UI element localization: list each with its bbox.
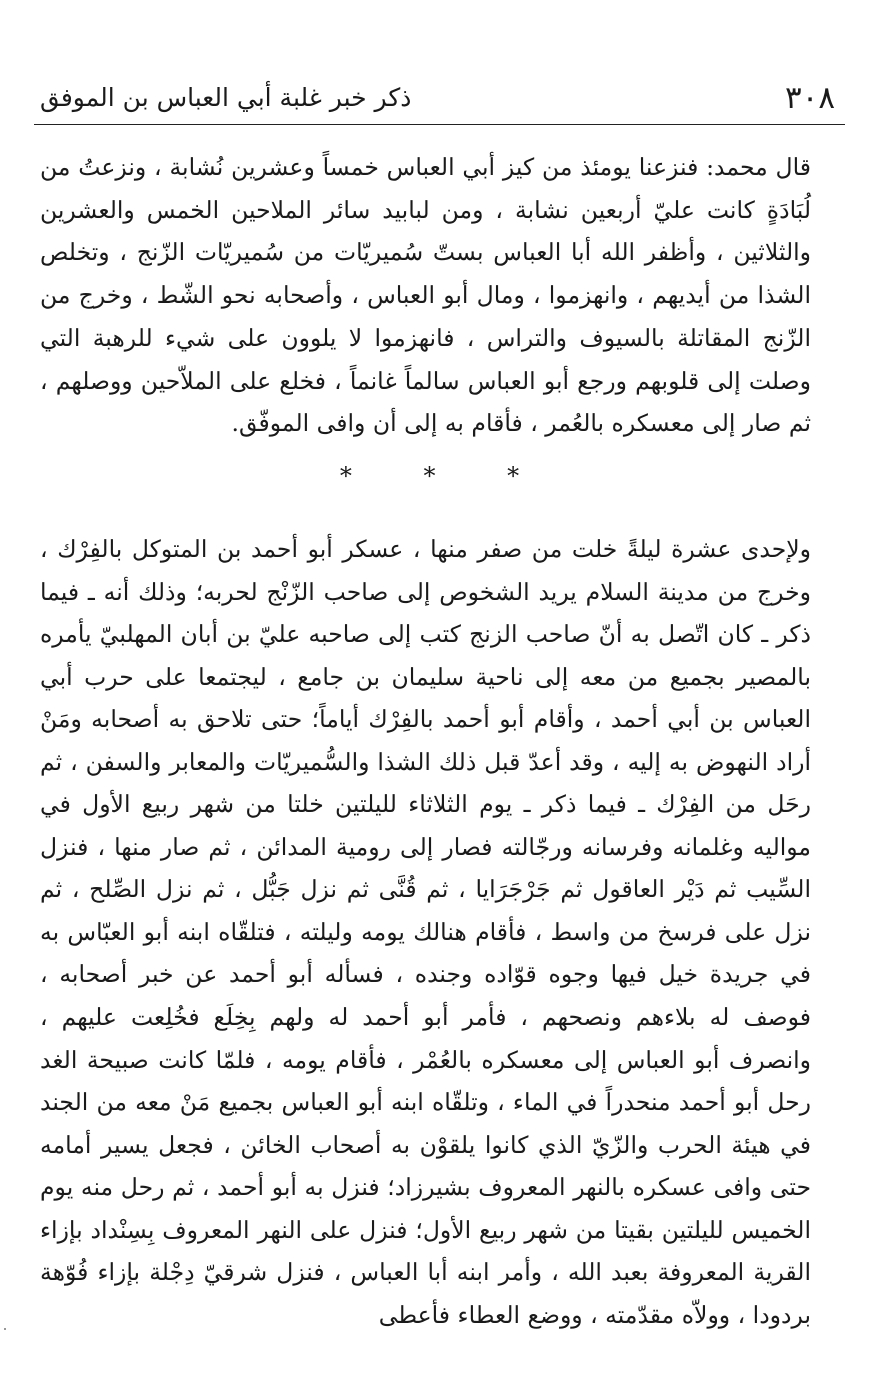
page-number: ٣٠٨ xyxy=(785,80,835,116)
paragraph-text: قال محمد: فنزعنا يومئذ من كيز أبي العباس خمساً وعشرين نُشابة ، ونزعتُ من لُبَادَةٍ كانت عليّ أربعين نشابة ، ومن لبابيد سائر الملاحين الخمس والعشرين والثلاثين ، وأظفر الله أبا العباس بستّ سُميريّات من سُميريّات الزّنج ، وتخلص الشذا من أيديهم ، وانهزموا ، ومال أبو العباس ، وأصحابه نحو الشّط ، وخرج من الزّنج المقاتلة بالسيوف والتراس ، فانهزموا لا يلوون على شيء للرهبة التي وصلت إلى قلوبهم ورجع أبو العباس سالماً غانماً ، فخلع على الملاّحين ووصلهم ، ثم صار إلى معسكره بالعُمر ، فأقام به إلى أن وافى الموفّق. xyxy=(40,153,811,438)
paragraph-abu-ahmad-campaign xyxy=(40,528,811,1336)
running-header xyxy=(40,78,835,118)
section-separator xyxy=(0,462,885,490)
asterisk-mark: * xyxy=(507,462,546,490)
asterisk-mark: * xyxy=(423,462,462,490)
margin-speck xyxy=(4,1328,6,1330)
paragraph-text: ولإحدى عشرة ليلةً خلت من صفر منها ، عسكر أبو أحمد بن المتوكل بالفِرْك ، وخرج من مدينة السلام يريد الشخوص إلى صاحب الزّنْج لحربه؛ وذلك أنه ـ فيما ذكر ـ كان اتّصل به أنّ صاحب الزنج كتب إلى صاحبه عليّ بن أبان المهلبيّ يأمره بالمصير بجميع من معه إلى ناحية سليمان بن جامع ، ليجتمعا على حرب أبي العباس بن أبي أحمد ، وأقام أبو أحمد بالفِرْك أياماً؛ حتى تلاحق به أصحابه ومَنْ أراد النهوض به إليه ، وقد أعدّ قبل ذلك الشذا والسُّميريّات والمعابر والسفن ، ثم رحَل من الفِرْك ـ فيما ذكر ـ يوم الثلاثاء لليلتين خلتا من شهر ربيع الأول في مواليه وغلمانه وفرسانه ورجّالته فصار إلى رومية المدائن ، ثم صار منها ، فنزل السِّيب ثم دَيْر العاقول ثم جَرْجَرَايا ، ثم قُنَّى ثم نزل جَبُّل ، ثم نزل الصِّلح ، ثم نزل على فرسخ من واسط ، فأقام هنالك يومه وليلته ، فتلقّاه ابنه أبو العبّاس به في جريدة خيل فيها وجوه قوّاده وجنده ، فسأله أبو أحمد عن خبر أصحابه ، فوصف له بلاءهم ونصحهم ، فأمر أبو أحمد له ولهم بِخِلَع فخُلِعت عليهم ، وانصرف أبو العباس إلى معسكره بالعُمْر ، فأقام يومه ، فلمّا كانت صبيحة الغد رحل أبو أحمد منحدراً في الماء ، وتلقّاه ابنه أبو العباس بجميع مَنْ معه من الجند في هيئة الحرب والزّيّ الذي كانوا يلقوْن به أصحاب الخائن ، فجعل يسير أمامه حتى وافى عسكره بالنهر المعروف بشيرزاد؛ فنزل به أبو أحمد ، ثم رحل منه يوم الخميس لليلتين بقيتا من شهر ربيع الأول؛ فنزل على النهر المعروف بِسِنْداد بإزاء القرية المعروفة بعبد الله ، وأمر ابنه أبا العباس ، فنزل شرقيّ دِجْلة بإزاء فُوّهة بردودا ، وولاّه مقدّمته ، ووضع العطاء فأعطى xyxy=(40,535,811,1329)
running-title: ذكر خبر غلبة أبي العباس بن الموفق xyxy=(40,83,412,112)
header-rule xyxy=(34,124,845,125)
paragraph-muhammad-account xyxy=(40,146,811,445)
asterisk-mark: * xyxy=(339,462,378,490)
